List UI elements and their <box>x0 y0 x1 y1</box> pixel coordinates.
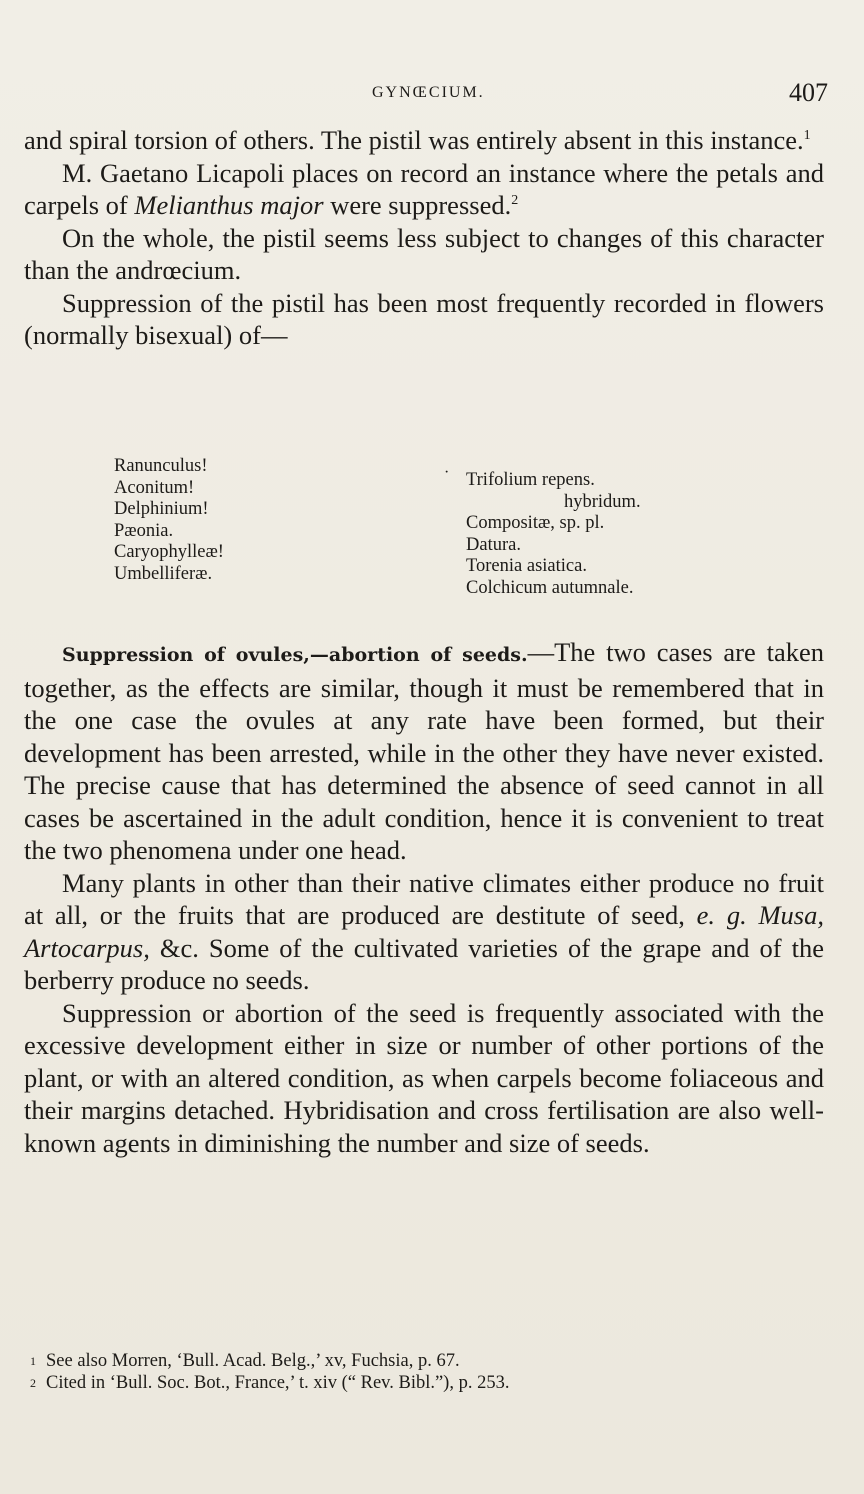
footnote-ref: 1 <box>803 128 811 144</box>
paragraph: Suppression of ovules,—abortion of seeds.—The two cases are taken together, as the effects are similar, though it must be remembered that in the one case the ovules at any rate have been formed, but their development has been arrested, while in the other they have never existed. The precise cause that has determined the absence of seed cannot in all cases be ascertained in the adult condition, hence it is convenient to treat the two phenomena under one head. <box>24 637 824 865</box>
page-number: 407 <box>789 78 828 107</box>
paragraph: M. Gaetano Licapoli places on record an instance where the petals and carpels of Melianthus major were suppressed.$^2$ <box>24 157 824 220</box>
column-separator: · <box>444 464 450 481</box>
list-item: Compositæ, sp. pl. <box>466 513 605 533</box>
paragraph: and spiral torsion of others. The pistil was entirely absent in this instance.$^1$ <box>24 125 811 155</box>
list-item: Aconitum! <box>114 477 195 498</box>
footnote: $^1$ See also Morren, ‘Bull. Acad. Belg.,’ xv, Fuchsia, p. 67. <box>30 1351 460 1371</box>
footnote: $^2$ Cited in ‘Bull. Soc. Bot., France,’ t. xiv (“ Rev. Bibl.”), p. 253. <box>30 1373 510 1393</box>
body-text-top <box>24 124 824 352</box>
plant-list-right-column <box>466 470 641 599</box>
section-heading: Suppression of ovules,—abortion of seeds. <box>62 644 528 666</box>
list-item: Torenia asiatica. <box>466 556 587 576</box>
footnote-ref: 2 <box>511 193 519 209</box>
list-item: Colchicum autumnale. <box>466 577 634 598</box>
list-item: Caryophylleæ! <box>114 542 224 562</box>
running-head: GYNŒCIUM. <box>372 84 485 101</box>
list-item: Datura. <box>466 534 521 555</box>
list-item: Delphinium! <box>114 499 209 519</box>
footnotes <box>30 1350 810 1394</box>
paragraph: Suppression or abortion of the seed is frequently associated with the excessive development either in size or number of other portions of the plant, or with an altered condition, as when carpels become foliaceous and their margins detached. Hybridisation and cross fertilisation are also well-known agents in diminishing the number and size of seeds. <box>24 997 824 1158</box>
paragraph: On the whole, the pistil seems less subject to changes of this character than the andrœcium. <box>24 222 824 285</box>
list-item: Ranunculus! <box>114 456 208 476</box>
plant-list-left-column <box>114 456 224 585</box>
body-text-bottom <box>24 636 824 1159</box>
plant-list <box>114 456 734 616</box>
list-item: Trifolium repens. <box>466 470 595 490</box>
page-header <box>0 78 864 118</box>
paragraph: Suppression of the pistil has been most frequently recorded in flowers (normally bisexual) of— <box>24 287 824 350</box>
paragraph: Many plants in other than their native climates either produce no fruit at all, or the fruits that are produced are destitute of seed, e. g. Musa, Artocarpus, &c. Some of the cultivated varieties of the grape and of the berberry produce no seeds. <box>24 867 824 995</box>
list-item: Umbelliferæ. <box>114 563 213 584</box>
list-item: Pæonia. <box>114 520 174 541</box>
list-item: hybridum. <box>564 491 641 512</box>
